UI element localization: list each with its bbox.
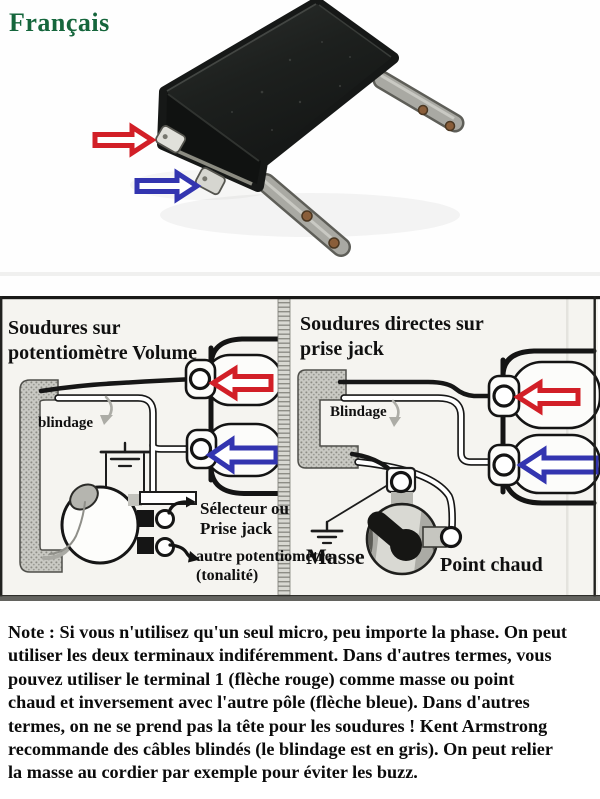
selector-label-line1: Sélecteur ou [200,499,289,518]
note-line: la masse au cordier par exemple pour éviter les buzz. [8,762,418,783]
note-line: utiliser les deux terminaux indiféremment. Dans d'autres termes, vous [8,645,552,666]
pot-lug [137,510,154,527]
wiring-diagram [0,296,600,602]
box-border-right [594,296,596,601]
lug-eyelet [157,511,174,528]
left-panel-title-line1: Soudures sur [8,317,121,339]
note-line: termes, on ne se prend pas la tête pour les soudures ! Kent Armstrong [8,715,548,736]
tone-label-line1: autre potentiomètre [196,548,332,565]
terminal-ring [494,386,514,406]
note-line: Note : Si vous n'utilisez qu'un seul micro, peu importe la phase. On peut [8,622,567,642]
jack-contact-ring [392,473,411,492]
paper-crease [0,272,600,276]
tone-label-line2: (tonalité) [196,566,259,584]
leg-screw-hole [302,211,312,221]
blindage-label-right: Blindage [330,404,387,420]
jack-contact-ring [442,528,461,547]
masse-label: Masse [306,544,365,569]
selector-jack-label [200,499,289,538]
pickup-photo [0,0,600,296]
leg-screw-hole [419,106,428,115]
box-border-top [0,296,600,299]
lug-eyelet [157,539,174,556]
pot-lug [137,537,154,554]
note-text [8,621,598,785]
terminal-ring [494,455,514,475]
left-panel-title-line2: potentiomètre Volume [8,341,198,364]
leg-screw-hole [446,122,455,131]
box-border-bottom [0,595,600,596]
note-line: chaud et inversement avec l'autre pôle (flèche bleue). Dans d'autres [8,692,530,713]
note-line: pouvez utiliser le terminal 1 (flèche rouge) comme masse ou point [8,668,515,689]
box-border-left [0,296,2,601]
right-panel-title [300,312,484,361]
note-line: recommande des câbles blindés (le blindage est en gris). On peut relier [8,739,553,760]
box-border-bottom [0,596,600,601]
right-panel-title-line1: Soudures directes sur [300,313,484,335]
jack-opening [390,529,422,561]
left-panel-title [8,316,197,365]
blindage-label-left: blindage [38,415,94,431]
right-panel-title-line2: prise jack [300,337,384,360]
point-chaud-label: Point chaud [440,554,543,576]
page-title: Français [9,8,110,37]
leg-screw-hole [329,238,339,248]
selector-label-line2: Prise jack [200,518,273,538]
terminal-ring [191,370,210,389]
